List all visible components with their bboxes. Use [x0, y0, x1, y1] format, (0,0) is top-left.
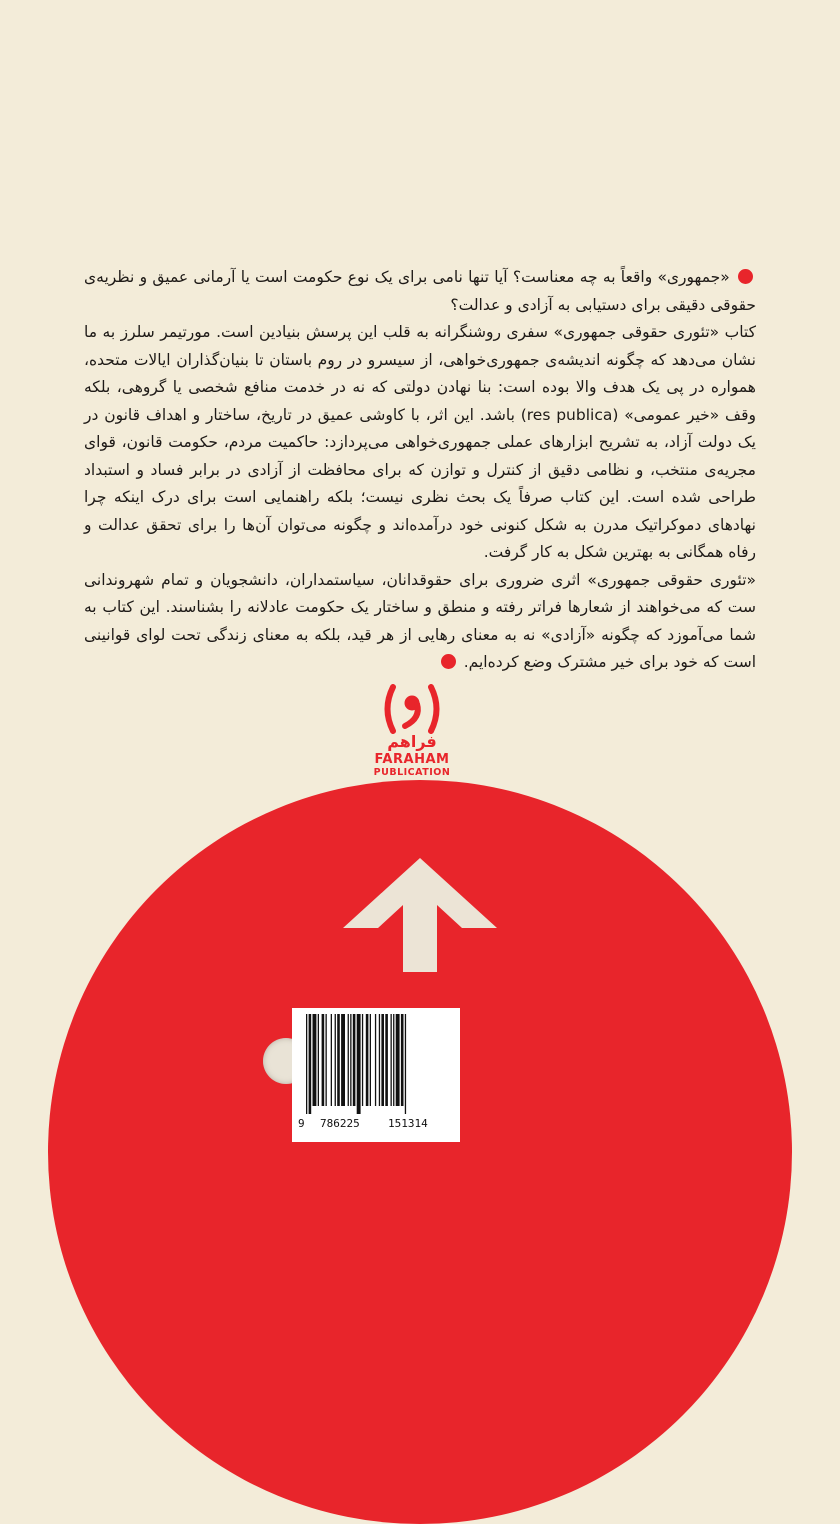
isbn-barcode — [292, 1008, 460, 1142]
barcode-bar — [331, 1014, 332, 1106]
barcode-bar — [341, 1014, 345, 1106]
barcode-bar — [306, 1014, 307, 1114]
blurb-closing: «تئوری حقوقی جمهوری» اثری ضروری برای حقوقدانان، سیاستمداران، دانشجویان و تمام شهروندانی ست که می‌خواهند از شعارها فراتر رفته و منطق و ساختار یک حکومت عادلانه را بشناسند. این کتاب به شما می‌آموزد که چگونه «آزادی» نه به معنای رهایی از هر قید، بلکه به معنای زندگی تحت لوای قوانینی است که خود برای خیر مشترک وضع کرده‌ایم. — [84, 570, 756, 671]
barcode-bar — [385, 1014, 388, 1106]
blurb-question: «جمهوری» واقعاً به چه معناست؟ آیا تنها نامی برای یک نوع حکومت است یا آرمانی عمیق و نظریه‌ی حقوقی دقیقی برای دستیابی به آزادی و عدالت؟ — [84, 268, 756, 314]
barcode-bar — [379, 1014, 380, 1106]
barcode-bar — [353, 1014, 356, 1106]
barcode-right-group: 151314 — [388, 1117, 428, 1130]
barcode-bar — [370, 1014, 371, 1106]
barcode-bar — [396, 1014, 400, 1106]
barcode-bar — [375, 1014, 376, 1106]
barcode-bar — [337, 1014, 340, 1106]
blurb-paragraph-3 — [84, 567, 756, 677]
barcode-bar — [335, 1014, 336, 1106]
barcode-lead-digit: 9 — [298, 1117, 305, 1130]
barcode-bar — [326, 1014, 327, 1106]
publisher-logo — [337, 684, 487, 779]
barcode-bar — [366, 1014, 369, 1106]
barcode-bar — [393, 1014, 394, 1106]
publisher-tagline: PUBLICATION — [373, 767, 451, 778]
barcode-bar — [322, 1014, 325, 1106]
blurb-paragraph-1 — [84, 264, 756, 319]
red-bullet-icon — [738, 269, 753, 284]
publisher-name-en: FARAHAM — [374, 752, 450, 767]
barcode-left-group: 786225 — [320, 1117, 360, 1130]
barcode-bar — [318, 1014, 319, 1106]
barcode-bar — [348, 1014, 349, 1106]
barcode-bar — [313, 1014, 317, 1106]
up-arrow-icon — [343, 858, 497, 972]
faraham-mark-icon — [381, 684, 443, 734]
barcode-bar — [381, 1014, 384, 1106]
blurb-paragraph-2: کتاب «تئوری حقوقی جمهوری» سفری روشنگرانه به قلب این پرسش بنیادین است. مورتیمر سلرز به ما نشان می‌دهد که چگونه اندیشه‌ی جمهوری‌خواهی، از سیسرو در روم باستان تا بنیان‌گذاران ایالات متحده، همواره در پی یک هدف والا بوده است: بنا نهادن دولتی که نه در خدمت منافع شخصی یا گروهی، بلکه وقف «خیر عمومی» (res publica) باشد. این اثر، با کاوشی عمیق در تاریخ، ساختار و اهداف قانون در یک دولت آزاد، به تشریح ابزارهای عملی جمهوری‌خواهی می‌پردازد: حاکمیت مردم، حکومت قانون، قوای مجریه‌ی منتخب، و نظامی دقیق از کنترل و توازن که برای محافظت از آزادی در برابر فساد و استبداد طراحی شده است. این کتاب صرفاً یک بحث نظری نیست؛ بلکه راهنمایی است برای درک اینکه چرا نهادهای دموکراتیک مدرن به شکل کنونی خود درآمده‌اند و چگونه می‌توان آن‌ها را برای تحقق عدالت و رفاه همگانی به بهترین شکل به کار گرفت. — [84, 323, 756, 561]
barcode-bar — [309, 1014, 312, 1114]
barcode-bar — [391, 1014, 392, 1106]
publisher-name-fa: فراهم — [387, 732, 437, 751]
barcode-bar — [401, 1014, 404, 1106]
barcode-bar — [405, 1014, 406, 1114]
red-end-mark-icon — [441, 654, 456, 669]
barcode-bar — [350, 1014, 351, 1106]
barcode-bar — [362, 1014, 363, 1106]
barcode-bars — [304, 1014, 448, 1114]
barcode-bar — [357, 1014, 361, 1114]
back-cover-blurb — [84, 264, 756, 677]
